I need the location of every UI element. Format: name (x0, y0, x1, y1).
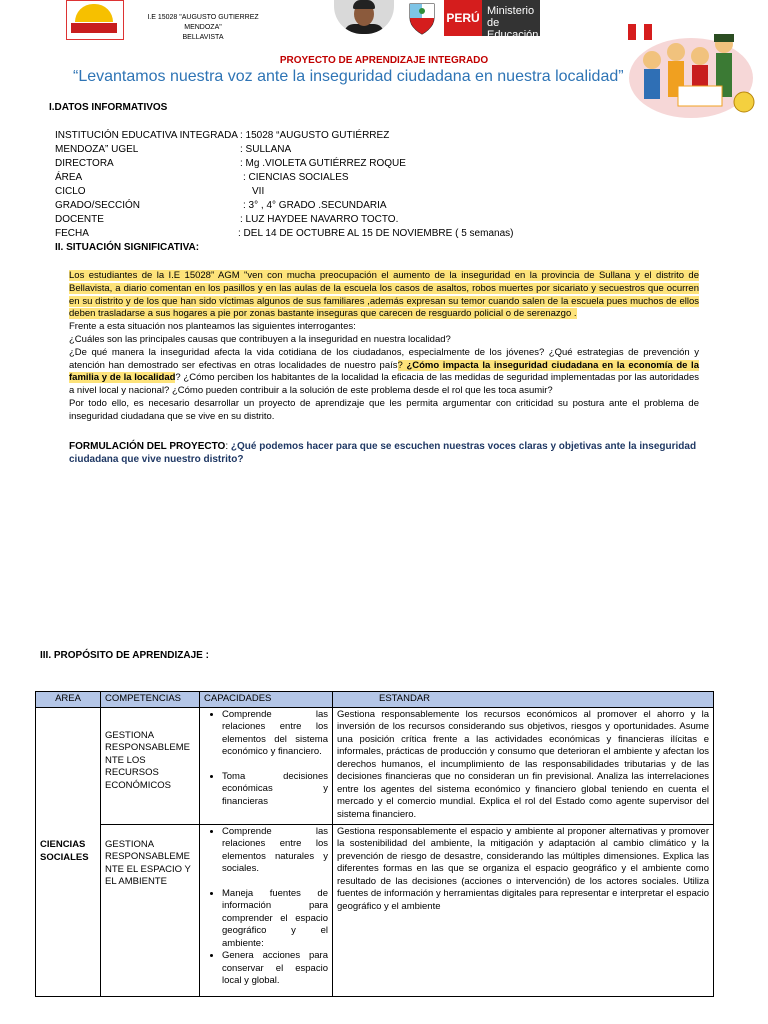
school-name-line2: BELLAVISTA (182, 34, 224, 41)
table-row (36, 707, 714, 824)
questions-part1: ¿De qué manera la inseguridad afecta la vida cotidiana de los ciudadanos, especialmente de los jóvenes? ¿Qué estrategias de prevención y atención han demostrado ser efectivas en otras localidades de nuestro país (69, 346, 699, 371)
info-label-area: ÁREA (55, 172, 83, 183)
info-label-fecha: FECHA (55, 228, 89, 239)
capacidad-item: • Maneja fuentes de información para comprender el espacio geográfico y el ambiente: (222, 888, 328, 951)
formulacion-label: FORMULACIÓN DEL PROYECTO (69, 441, 226, 452)
capacidades-cell (200, 824, 333, 996)
formulacion-proyecto (69, 440, 709, 466)
peru-label: PERÚ (444, 0, 482, 36)
situacion-text (69, 270, 699, 424)
section-situacion-heading: II. SITUACIÓN SIGNIFICATIVA: (55, 242, 200, 253)
info-value-ciclo: VII (252, 186, 265, 197)
info-value-area: : CIENCIAS SOCIALES (243, 172, 349, 183)
table-header-area: AREA (36, 692, 101, 708)
info-label-institucion: INSTITUCIÓN EDUCATIVA INTEGRADA (55, 130, 238, 141)
project-slogan: “Levantamos nuestra voz ante la inseguridad ciudadana en nuestra localidad” (73, 68, 624, 85)
frente-line: Frente a esta situación nos planteamos las siguientes interrogantes: (69, 321, 356, 333)
section-proposito-heading: III. PROPÓSITO DE APRENDIZAJE : (40, 650, 209, 661)
info-label-ciclo: CICLO (55, 186, 86, 197)
capacidades-list (204, 826, 328, 988)
info-label-grado: GRADO/SECCIÓN (55, 200, 141, 211)
info-label-directora: DIRECTORA (55, 158, 114, 169)
table-header-competencias: COMPETENCIAS (101, 692, 200, 708)
director-portrait-icon (334, 0, 394, 34)
ministerio-label (487, 5, 540, 41)
capacidad-item: • Toma decisiones económicas y financieras (222, 771, 328, 809)
info-value-ugel: : SULLANA (240, 144, 292, 155)
school-name-line1: I.E 15028 "AUGUSTO GUTIERREZ MENDOZA" (147, 14, 259, 31)
capacidad-item: • Genera acciones para conservar el espacio local y global. (222, 950, 328, 988)
ministerio-line2: de Educación (487, 17, 539, 41)
school-name (128, 13, 278, 43)
questions-paragraph (69, 347, 699, 398)
questions-part2: ? (397, 359, 407, 371)
school-logo-icon (66, 0, 124, 40)
table-header-row (36, 692, 714, 708)
info-value-grado: : 3° , 4° GRADO .SECUNDARIA (243, 200, 387, 211)
capacidad-item: • Comprende las relaciones entre los elementos naturales y sociales. (222, 826, 328, 876)
questions-part3: ? ¿Cómo perciben los habitantes de la localidad la eficacia de las medidas de seguridad implementadas por las autoridades a nivel local y nacional? ¿Cómo pueden contribuir a la solución de este problema desde el rol que les toca asumir? (69, 372, 699, 397)
question-impacto-highlight: ¿Cómo impacta la inseguridad ciudadana en la economía de la familia y de la localidad (69, 359, 699, 384)
area-cell: CIENCIAS SOCIALES (36, 707, 101, 996)
info-value-directora: : Mg .VIOLETA GUTIÉRREZ ROQUE (240, 158, 406, 169)
capacidad-item: • Comprende las relaciones entre los elementos del sistema económico y financiero. (222, 709, 328, 759)
capacidades-cell (200, 707, 333, 824)
project-type-title: PROYECTO DE APRENDIZAJE INTEGRADO (279, 55, 489, 66)
proposito-table (35, 691, 714, 997)
section-datos-heading: I.DATOS INFORMATIVOS (49, 102, 168, 113)
peru-shield-icon (407, 2, 437, 36)
ministerio-educacion-logo (444, 0, 540, 41)
info-label-ugel: MENDOZA” UGEL (55, 144, 139, 155)
formulacion-sep: : (225, 441, 231, 452)
competencia-cell: GESTIONA RESPONSABLEME NTE EL ESPACIO Y EL AMBIENTE (101, 824, 200, 996)
info-value-docente: : LUZ HAYDEE NAVARRO TOCTO. (240, 214, 399, 225)
info-value-fecha: : DEL 14 DE OCTUBRE AL 15 DE NOVIEMBRE ( 5 semanas) (238, 228, 514, 239)
capacidades-list (204, 709, 328, 809)
formulacion-question: ¿Qué podemos hacer para que se escuchen nuestras voces claras y objetivas ante la inseguridad ciudadana que vive nuestro distrito? (69, 441, 697, 465)
students-illustration-icon (626, 16, 756, 120)
situacion-highlight-paragraph: Los estudiantes de la I.E 15028” AGM "ven con mucha preocupación el aumento de la inseguridad en la provincia de Sullana y el distrito de Bellavista, a diario comentan en los pasillos y en las aulas de la escuela los casos de asaltos, robos muertes por sicariato y secuestros que ocurren en su distrito y de los que han sido víctimas algunos de sus familiares ,además expresan su temor cuando salen de la escuela pues muchos de ellos deben trasladarse a sus hogares a pie por zonas bastante inseguras que carecen de resguardo policial o de serenazgo . (69, 270, 699, 320)
table-header-estandar: ESTANDAR (333, 692, 714, 708)
info-value-institucion: : 15028 “AUGUSTO GUTIÉRREZ (240, 130, 390, 141)
ministerio-line1: Ministerio (487, 5, 535, 17)
estandar-cell: Gestiona responsablemente los recursos económicos al promover el ahorro y la inversión de los recursos considerando sus objetivos, riesgos y oportunidades. Asume una posición crítica frente a las actividades económicas y financieras ilícitas e informales, prácticas de producción y consumo que deterioran el ambiente y afectan los derechos humanos, el incumplimiento de las responsabilidades tributarias y de las decisiones financieras que no consideran un fin previsional. Analiza las interrelaciones entre los agentes del sistema económico y financiero global teniendo en cuenta el mercado y el comercio mundial. Explica el rol del Estado como agente supervisor del sistema financiero. (333, 707, 714, 824)
estandar-cell: Gestiona responsablemente el espacio y ambiente al proponer alternativas y promover la sostenibilidad del ambiente, la mitigación y adaptación al cambio climático y la prevención de riesgo de desastre, considerando las múltiples dimensiones. Explica las diferentes formas en las que se organiza el espacio geográfico y el ambiente como resultado de las decisiones (acciones o intervención) de los actores sociales. Utiliza fuentes de información y herramientas digitales para representar e interpretar el espacio geográfico y el ambiente (333, 824, 714, 996)
conclusion-paragraph: Por todo ello, es necesario desarrollar un proyecto de aprendizaje que les permita argumentar con criticidad su postura ante el problema de inseguridad ciudadana que se vive en su distrito. (69, 397, 699, 422)
table-header-capacidades: CAPACIDADES (200, 692, 333, 708)
info-label-docente: DOCENTE (55, 214, 104, 225)
table-row (36, 824, 714, 996)
competencia-cell: GESTIONA RESPONSABLEME NTE LOS RECURSOS ECONÓMICOS (101, 707, 200, 824)
question-causas: ¿Cuáles son las principales causas que contribuyen a la inseguridad en nuestra localidad? (69, 333, 451, 345)
